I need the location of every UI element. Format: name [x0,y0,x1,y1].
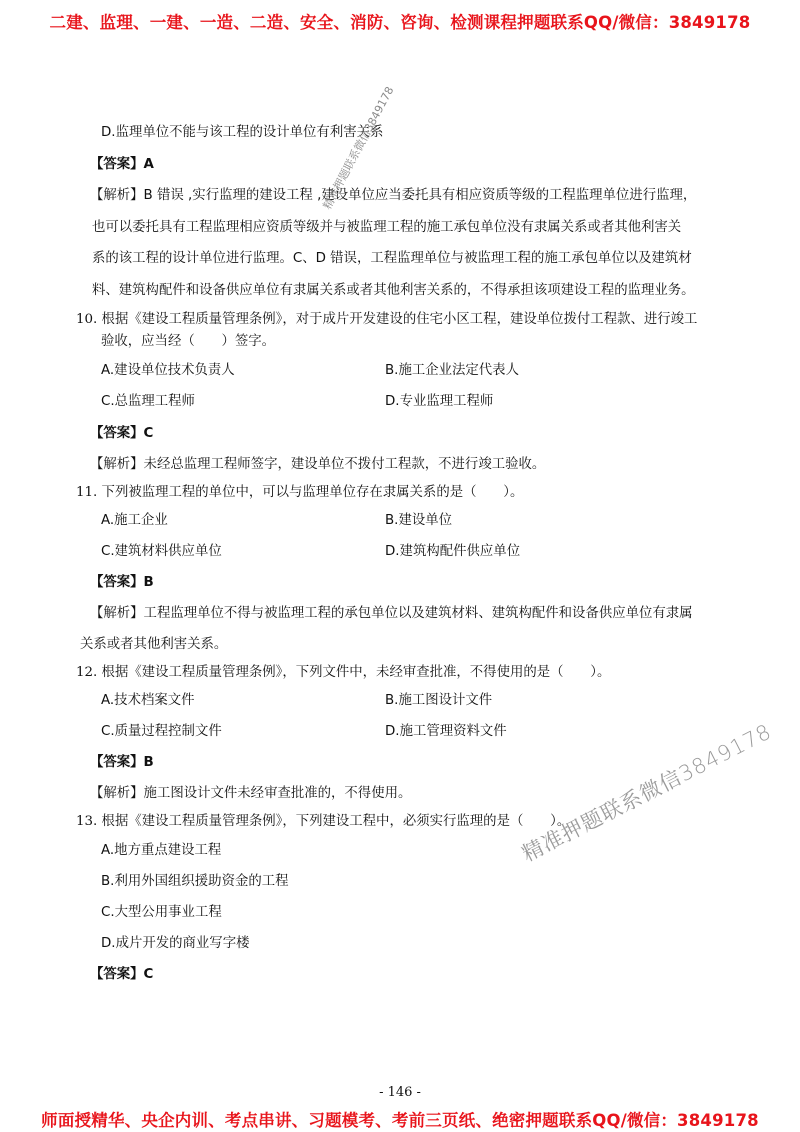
q10-stem-line-1: 10. 根据《建设工程质量管理条例》，对于成片开发建设的住宅小区工程，建设单位拨付工程款、进行竣工 [76,312,698,327]
q13-answer: 【答案】C [90,967,154,982]
q12-stem: 12. 根据《建设工程质量管理条例》，下列文件中，未经审查批准，不得使用的是（ ）。 [76,665,611,680]
header-banner: 二建、监理、一建、一造、二造、安全、消防、咨询、检测课程押题联系QQ/微信：3849178 [49,13,751,32]
q9-option-d: D.监理单位不能与该工程的设计单位有利害关系 [101,125,384,140]
q11-answer: 【答案】B [90,575,154,590]
q9-analysis-line-3: 系的该工程的设计单位进行监理。C、D 错误，工程监理单位与被监理工程的施工承包单位以及建筑材 [92,251,692,266]
q10-option-b: B.施工企业法定代表人 [385,363,519,378]
watermark-large: 精准押题联系微信3849178 [518,719,776,867]
q13-option-a: A.地方重点建设工程 [101,843,222,858]
q9-analysis-line-4: 料、建筑构配件和设备供应单位有隶属关系或者其他利害关系的，不得承担该项建设工程的监理业务。 [92,283,695,298]
q12-option-b: B.施工图设计文件 [385,693,493,708]
q10-option-a: A.建设单位技术负责人 [101,363,235,378]
q13-stem: 13. 根据《建设工程质量管理条例》，下列建设工程中，必须实行监理的是（ ）。 [76,814,571,829]
q10-stem-line-2: 验收，应当经（ ）签字。 [101,334,276,349]
q10-option-c: C.总监理工程师 [101,394,195,409]
q12-option-d: D.施工管理资料文件 [385,724,507,739]
q11-stem: 11. 下列被监理工程的单位中，可以与监理单位存在隶属关系的是（ ）。 [76,485,524,500]
q12-option-c: C.质量过程控制文件 [101,724,222,739]
q12-answer: 【答案】B [90,755,154,770]
q13-option-c: C.大型公用事业工程 [101,905,222,920]
q11-analysis-line-1: 【解析】工程监理单位不得与被监理工程的承包单位以及建筑材料、建筑构配件和设备供应单位有隶属 [90,606,693,621]
q10-option-d: D.专业监理工程师 [385,394,494,409]
page-number: - 146 - [379,1085,421,1100]
q9-analysis-line-1: 【解析】B 错误 ,实行监理的建设工程 ,建设单位应当委托具有相应资质等级的工程监理单位进行监理， [90,188,697,203]
q10-answer: 【答案】C [90,426,154,441]
q13-option-d: D.成片开发的商业写字楼 [101,936,250,951]
q10-analysis: 【解析】未经总监理工程师签字，建设单位不拨付工程款，不进行竣工验收。 [90,457,546,472]
q13-option-b: B.利用外国组织援助资金的工程 [101,874,289,889]
footer-banner: 师面授精华、央企内训、考点串讲、习题模考、考前三页纸、绝密押题联系QQ/微信：3849178 [41,1111,759,1130]
q9-answer: 【答案】A [90,157,154,172]
q12-analysis: 【解析】施工图设计文件未经审查批准的，不得使用。 [90,786,412,801]
q11-analysis-line-2: 关系或者其他利害关系。 [80,637,228,652]
q11-option-a: A.施工企业 [101,513,168,528]
watermark-small: 精准押题联系微信3849178 [320,84,397,212]
q11-option-d: D.建筑构配件供应单位 [385,544,521,559]
q11-option-b: B.建设单位 [385,513,453,528]
q12-option-a: A.技术档案文件 [101,693,195,708]
q9-analysis-line-2: 也可以委托具有工程监理相应资质等级并与被监理工程的施工承包单位没有隶属关系或者其他利害关 [92,220,682,235]
q11-option-c: C.建筑材料供应单位 [101,544,222,559]
